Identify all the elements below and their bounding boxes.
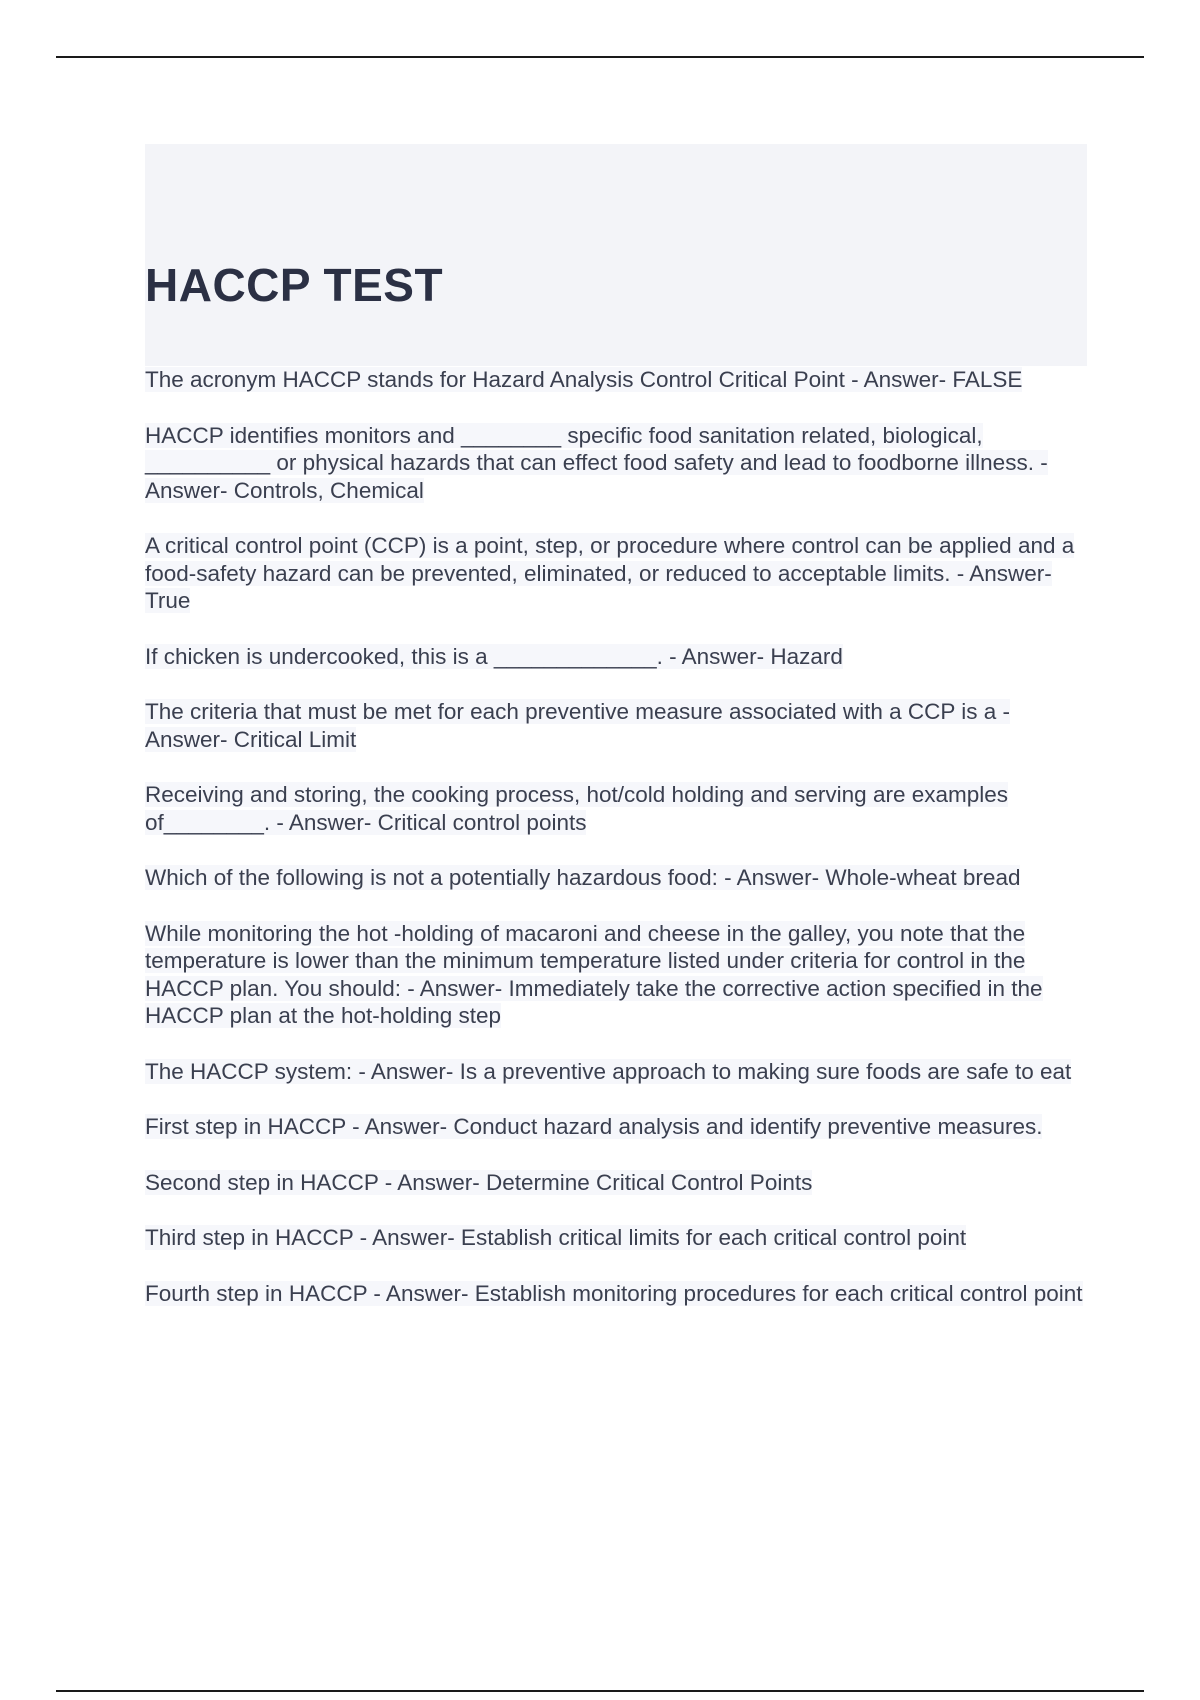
- qa-item: [145, 1058, 1095, 1086]
- qa-item: [145, 1169, 1095, 1197]
- qa-text: The HACCP system: - Answer- Is a preventive approach to making sure foods are safe to eat: [145, 1058, 1072, 1084]
- qa-text: Third step in HACCP - Answer- Establish critical limits for each critical control point: [145, 1225, 967, 1250]
- qa-text: HACCP identifies monitors and ________ specific food sanitation related, biological, __________ or physical hazards that can effect food safety and lead to foodborne illness. - Answer- Controls, Chemical: [145, 422, 1048, 503]
- qa-item: [145, 366, 1095, 394]
- top-rule: [56, 56, 1144, 58]
- qa-text: First step in HACCP - Answer- Conduct hazard analysis and identify preventive measures.: [145, 1114, 1043, 1139]
- qa-item: [145, 864, 1095, 892]
- qa-item: [145, 1224, 1095, 1252]
- qa-text: While monitoring the hot -holding of macaroni and cheese in the galley, you note that the temperature is lower than the minimum temperature listed under criteria for control in the HACCP plan. You should: - Answer- Immediately take the corrective action specified in the HACCP plan at the hot-holding step: [145, 920, 1043, 1028]
- qa-text: Fourth step in HACCP - Answer- Establish monitoring procedures for each critical control point: [145, 1280, 1083, 1306]
- qa-item: [145, 920, 1095, 1030]
- qa-item: [145, 422, 1095, 505]
- qa-list: [145, 366, 1095, 1335]
- qa-text: The criteria that must be met for each preventive measure associated with a CCP is a - Answer- Critical Limit: [145, 699, 1010, 752]
- qa-text: A critical control point (CCP) is a point, step, or procedure where control can be applied and a food-safety hazard can be prevented, eliminated, or reduced to acceptable limits. - Answer- True: [145, 533, 1075, 613]
- qa-text: Receiving and storing, the cooking process, hot/cold holding and serving are examples of________. - Answer- Critical control points: [145, 782, 1009, 835]
- qa-item: [145, 698, 1095, 753]
- qa-item: [145, 643, 1095, 671]
- qa-item: [145, 1280, 1095, 1308]
- qa-item: [145, 532, 1095, 615]
- document-title: HACCP TEST: [145, 259, 444, 311]
- qa-text: Which of the following is not a potentially hazardous food: - Answer- Whole-wheat bread: [145, 865, 1021, 890]
- bottom-rule: [56, 1690, 1144, 1692]
- qa-text: If chicken is undercooked, this is a _____________. - Answer- Hazard: [145, 643, 843, 669]
- qa-item: [145, 1113, 1095, 1141]
- qa-text: The acronym HACCP stands for Hazard Analysis Control Critical Point - Answer- FALSE: [145, 367, 1023, 392]
- qa-item: [145, 781, 1095, 836]
- qa-text: Second step in HACCP - Answer- Determine Critical Control Points: [145, 1169, 813, 1195]
